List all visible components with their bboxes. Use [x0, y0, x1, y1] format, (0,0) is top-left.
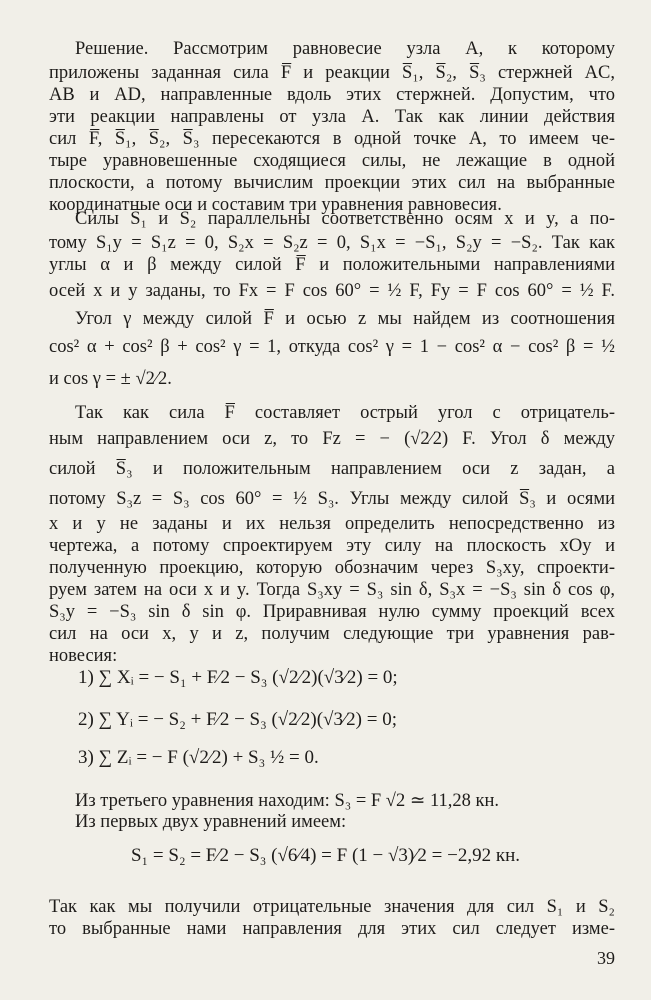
text-line: координатные оси и составим три уравнения равновесия. [49, 195, 502, 215]
text-line: Так как сила F̅ составляет острый угол с отрицатель- [75, 403, 615, 423]
text-line: новесия: [49, 646, 118, 666]
text-line: S₃y = −S₃ sin δ sin φ. Приравнивая нулю сумму проекций всех [49, 602, 615, 622]
text-line: потому S₃z = S₃ cos 60° = ½ S₃. Углы между силой S̅₃ и осями [49, 489, 615, 509]
text-line: то выбранные нами направления для этих сил следует изме- [49, 919, 615, 939]
text-line: cos² α + cos² β + cos² γ = 1, откуда cos² γ = 1 − cos² α − cos² β = ½ [49, 337, 615, 357]
text-line: Из третьего уравнения находим: S₃ = F √2 ≃ 11,28 кн. [75, 791, 500, 811]
text-line: Решение. Рассмотрим равновесие узла A, к которому [75, 39, 615, 59]
equation-1: 1) ∑ Xᵢ = − S₁ + F⁄2 − S₃ (√2⁄2)(√3⁄2) = 0; [78, 667, 398, 688]
text-line: полученную проекцию, которую обозначим через S₃xy, спроекти- [49, 558, 615, 578]
text-line: тыре уравновешенные сходящиеся силы, не лежащие в одной [49, 151, 615, 171]
text-line: ным направлением оси z, то Fz = − (√2⁄2) F. Угол δ между [49, 429, 615, 449]
page-number: 39 [597, 948, 615, 968]
text-line: и cos γ = ± √2⁄2. [49, 369, 172, 389]
text-line: чертежа, а потому спроектируем эту силу на плоскость xOy и [49, 536, 615, 556]
text-line: силой S̅₃ и положительным направлением оси z задан, а [49, 459, 615, 479]
text-line: эти реакции направлены от узла A. Так как линии действия [49, 107, 615, 127]
text-line: сил на оси x, y и z, получим следующие три уравнения рав- [49, 624, 615, 644]
text-line: Угол γ между силой F̅ и осью z мы найдем из соотношения [75, 309, 615, 329]
text-line: AB и AD, направленные вдоль этих стержней. Допустим, что [49, 85, 615, 105]
equation-3: 3) ∑ Zᵢ = − F (√2⁄2) + S₃ ½ = 0. [78, 747, 319, 768]
equation-2: 2) ∑ Yᵢ = − S₂ + F⁄2 − S₃ (√2⁄2)(√3⁄2) = 0; [78, 709, 397, 730]
text-line: Из первых двух уравнений имеем: [75, 812, 347, 832]
text-line: тому S₁y = S₁z = 0, S₂x = S₂z = 0, S₁x = −S₁, S₂y = −S₂. Так как [49, 233, 615, 253]
text-line: приложены заданная сила F̅ и реакции S̅₁, S̅₂, S̅₃ стержней AC, [49, 63, 615, 83]
text-line: плоскости, а потому вычислим проекции этих сил на выбранные [49, 173, 615, 193]
text-line: осей x и y заданы, то Fx = F cos 60° = ½ F, Fy = F cos 60° = ½ F. [49, 281, 615, 301]
text-line: руем затем на оси x и y. Тогда S₃xy = S₃ sin δ, S₃x = −S₃ sin δ cos φ, [49, 580, 615, 600]
text-line: Силы S̅₁ и S̅₂ параллельны соответственно осям x и y, а по- [75, 209, 615, 229]
text-line: x и y не заданы и их нельзя определить непосредственно из [49, 514, 615, 534]
text-line: углы α и β между силой F̅ и положительными направлениями [49, 255, 615, 275]
text-line: сил F̅, S̅₁, S̅₂, S̅₃ пересекаются в одной точке A, то имеем че- [49, 129, 615, 149]
result-equation: S₁ = S₂ = F⁄2 − S₃ (√6⁄4) = F (1 − √3)⁄2 = −2,92 кн. [130, 845, 521, 866]
text-line: Так как мы получили отрицательные значения для сил S₁ и S₂ [49, 897, 615, 917]
